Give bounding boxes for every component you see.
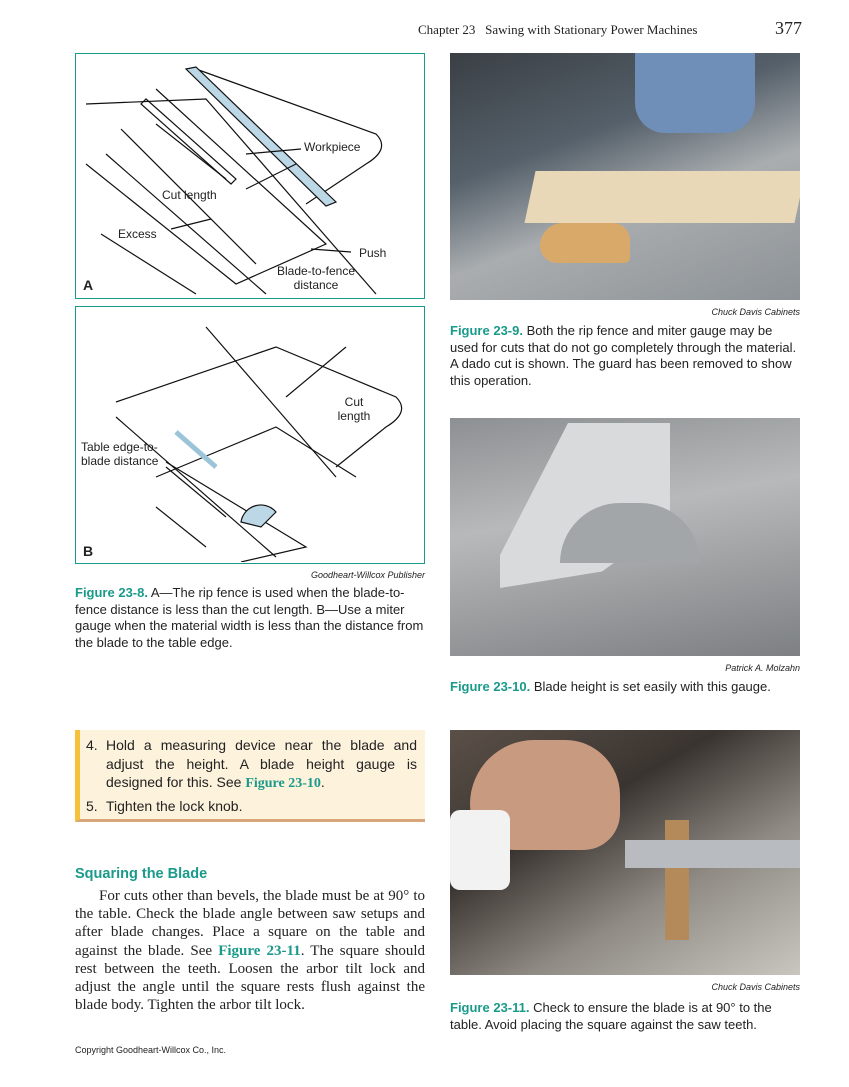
figure-link[interactable]: Figure 23-11 (218, 942, 301, 959)
figure-link[interactable]: Figure 23-10 (245, 776, 321, 791)
figure-caption (75, 585, 425, 651)
step-text: Tighten the lock knob. (106, 797, 243, 814)
photo-squaring-blade (450, 730, 800, 975)
copyright: Copyright Goodheart-Willcox Co., Inc. (75, 1045, 227, 1055)
body-text: . The square should rest between the teeth. Loosen the arbor tilt lock and adjust the angle until the square rests flush against the blade body. Tighten the arbor tilt lock. (75, 942, 426, 1014)
panel-letter: B (83, 543, 94, 559)
step-text: Hold a measuring device near the blade and adjust the height. A blade height gauge is designed for this. See (106, 737, 417, 790)
figure-credit: Chuck Davis Cabinets (711, 307, 800, 317)
figure-label: Figure 23-8. (75, 585, 148, 600)
figure-credit: Patrick A. Molzahn (725, 663, 800, 673)
step-number: 4. (86, 737, 98, 753)
photo-blade-height-gauge (450, 418, 800, 656)
body-text: For cuts other than bevels, the blade must be at 90° to the table. Check the blade angle between saw setups and after blade changes. Place a square on the table and against the blade. See (75, 888, 425, 959)
step-number: 5. (86, 797, 98, 814)
section-heading: Squaring the Blade (75, 866, 208, 882)
caption-text: Both the rip fence and miter gauge may be used for cuts that do not go completely through the material. A dado cut is shown. The guard has been removed to show this operation. (450, 323, 797, 388)
figure-label: Figure 23-11. (450, 1000, 530, 1015)
figure-label: Figure 23-10. (450, 679, 531, 694)
figure-23-8-a (75, 53, 425, 299)
label-table-edge: Table edge-to-blade distance (81, 440, 159, 468)
panel-letter: A (83, 277, 94, 293)
photo-dado-cut (450, 53, 800, 300)
step-item (86, 736, 417, 794)
body-paragraph (75, 887, 425, 1014)
label-push: Push (359, 246, 387, 260)
rip-fence-diagram (76, 54, 423, 297)
figure-credit: Chuck Davis Cabinets (711, 982, 800, 992)
label-workpiece: Workpiece (304, 140, 361, 154)
figure-caption (450, 323, 800, 389)
caption-text: A—The rip fence is used when the blade-to-fence distance is less than the cut length. B—Use a miter gauge when the material width is less than the distance from the blade to the table edge. (75, 585, 424, 650)
step-end: . (320, 774, 325, 790)
caption-text: Blade height is set easily with this gauge. (533, 679, 771, 694)
label-blade-to-fence: Blade-to-fence distance (276, 264, 356, 292)
procedure-steps-box (75, 730, 425, 822)
figure-23-8-b (75, 306, 425, 564)
figure-caption (450, 1000, 800, 1033)
step-item (86, 797, 417, 816)
figure-caption (450, 679, 805, 696)
figure-credit: Goodheart-Willcox Publisher (311, 570, 425, 580)
running-header: Chapter 23 Sawing with Stationary Power Machines (418, 22, 698, 37)
page-number: 377 (775, 18, 802, 38)
caption-text: Check to ensure the blade is at 90° to the table. Avoid placing the square against the saw teeth. (450, 1000, 772, 1032)
label-cut-length: Cut length (162, 188, 217, 202)
figure-label: Figure 23-9. (450, 323, 523, 338)
label-excess: Excess (118, 227, 157, 241)
label-cut-length: Cut length (337, 395, 371, 423)
miter-gauge-diagram (76, 307, 423, 562)
